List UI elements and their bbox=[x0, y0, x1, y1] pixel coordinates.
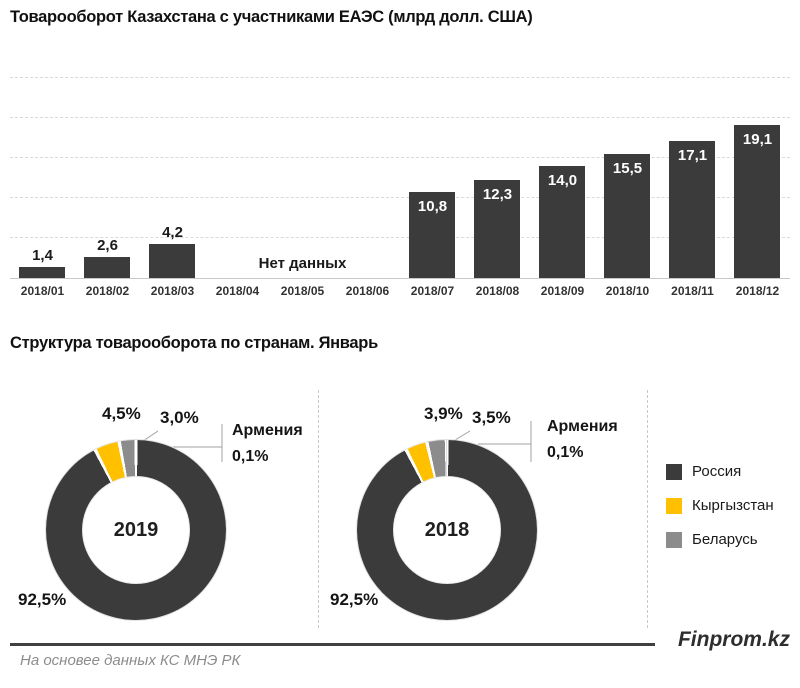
bar-slot bbox=[400, 70, 465, 278]
bar-slot bbox=[530, 70, 595, 278]
panel-separator bbox=[318, 390, 319, 628]
callout-armenia-2018 bbox=[547, 414, 618, 466]
bar-value-label: 12,3 bbox=[482, 185, 513, 203]
bar-slot bbox=[140, 70, 205, 278]
no-data-note: Нет данных bbox=[258, 255, 347, 272]
legend-item-kyrgyzstan bbox=[666, 497, 774, 514]
callout-value: 0,1% bbox=[232, 448, 269, 465]
callout-armenia-2019 bbox=[232, 418, 303, 470]
x-axis-tick: 2018/03 bbox=[150, 284, 195, 298]
footer-divider bbox=[10, 643, 655, 646]
x-axis-tick: 2018/02 bbox=[85, 284, 130, 298]
label-belarus-2018: 3,5% bbox=[472, 408, 511, 427]
bar-value-label: 10,8 bbox=[417, 197, 448, 215]
label-belarus-2019: 3,0% bbox=[160, 408, 199, 427]
x-axis-tick: 2018/12 bbox=[735, 284, 780, 298]
bar-value-label: 4,2 bbox=[162, 224, 183, 242]
donut-hole bbox=[394, 477, 500, 583]
legend-label: Беларусь bbox=[692, 531, 758, 548]
x-axis-tick: 2018/05 bbox=[280, 284, 325, 298]
bar-slot bbox=[660, 70, 725, 278]
legend-swatch-belarus bbox=[666, 532, 682, 548]
bar-value-label: 2,6 bbox=[97, 237, 118, 255]
label-russia-2018: 92,5% bbox=[330, 590, 379, 609]
bar-slot bbox=[725, 70, 790, 278]
bar-value-label: 17,1 bbox=[677, 147, 708, 165]
donut-section-title: Структура товарооборота по странам. Январь bbox=[10, 334, 378, 352]
x-axis-tick: 2018/08 bbox=[475, 284, 520, 298]
bar-value-label: 14,0 bbox=[547, 172, 578, 189]
legend-swatch-kyrgyzstan bbox=[666, 498, 682, 514]
bar-slot bbox=[270, 70, 335, 278]
bar-slot bbox=[10, 70, 75, 278]
bar-chart-plot-area bbox=[10, 70, 790, 279]
bar bbox=[84, 257, 130, 278]
data-source-note: На основее данных КС МНЭ РК bbox=[20, 652, 241, 669]
legend-item-russia bbox=[666, 463, 774, 480]
bar-slot bbox=[75, 70, 140, 278]
callout-value: 0,1% bbox=[547, 444, 584, 461]
x-axis-tick: 2018/09 bbox=[540, 284, 585, 298]
label-kyrgyzstan-2019: 4,5% bbox=[102, 404, 141, 423]
callout-country: Армения bbox=[232, 422, 303, 439]
donut-center-year: 2018 bbox=[424, 518, 470, 541]
donut-hole bbox=[83, 477, 189, 583]
callout-country: Армения bbox=[547, 418, 618, 435]
legend-label: Кыргызстан bbox=[692, 497, 774, 514]
x-axis-tick: 2018/01 bbox=[20, 284, 65, 298]
legend-item-belarus bbox=[666, 531, 774, 548]
bar-value-label: 15,5 bbox=[612, 160, 643, 177]
label-kyrgyzstan-2018: 3,9% bbox=[424, 404, 463, 423]
donut-chart-2018 bbox=[357, 440, 537, 620]
donut-chart-2019 bbox=[46, 440, 226, 620]
bar-chart-x-axis bbox=[10, 284, 790, 298]
bar-slot bbox=[465, 70, 530, 278]
x-axis-tick: 2018/10 bbox=[605, 284, 650, 298]
panel-separator bbox=[647, 390, 648, 628]
x-axis-tick: 2018/07 bbox=[410, 284, 455, 298]
x-axis-tick: 2018/04 bbox=[215, 284, 260, 298]
x-axis-tick: 2018/11 bbox=[671, 284, 714, 298]
donut-legend bbox=[666, 463, 774, 548]
bar-slot bbox=[335, 70, 400, 278]
bar-value-label: 1,4 bbox=[32, 246, 53, 264]
bar-chart-title: Товарооборот Казахстана с участниками ЕАЭС (млрд долл. США) bbox=[10, 8, 533, 26]
x-axis-tick: 2018/06 bbox=[345, 284, 390, 298]
donut-center-year: 2019 bbox=[113, 518, 159, 541]
legend-label: Россия bbox=[692, 463, 742, 480]
bar-value-label: 19,1 bbox=[742, 131, 773, 149]
bar-slot bbox=[205, 70, 270, 278]
bar-slot bbox=[595, 70, 660, 278]
bar bbox=[19, 267, 65, 278]
brand-logo-text: Finprom.kz bbox=[677, 628, 790, 651]
label-russia-2019: 92,5% bbox=[18, 590, 67, 609]
legend-swatch-russia bbox=[666, 464, 682, 480]
bar bbox=[149, 244, 195, 278]
